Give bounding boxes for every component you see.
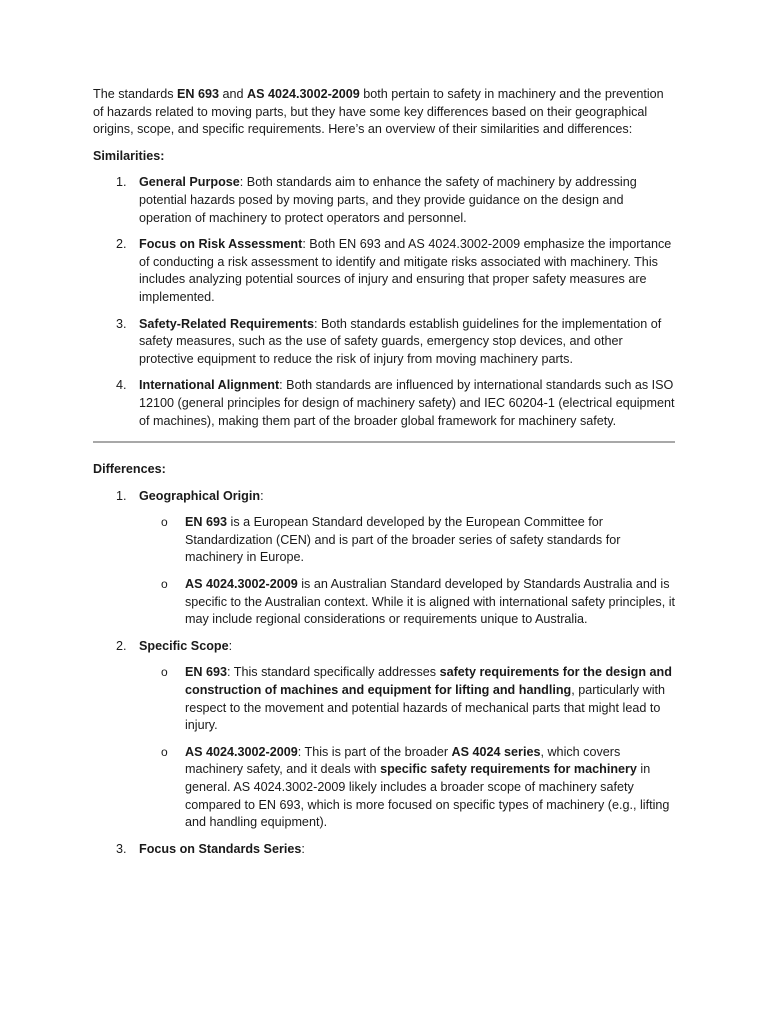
as4024-term: AS 4024.3002-2009 xyxy=(247,87,360,101)
bullet-icon: o xyxy=(161,744,168,759)
list-item: 2. Specific Scope: o EN 693: This standard specifically addresses safety requirements for the design and construction of machines and equipment for lifting and handling, particularly with respect to the movement and potential hazards of mechanical parts that might lead to injury. o AS 4024.3002-2009: This is part of the broader AS 4024 series, which covers machinery safety, and it deals with specific safety requirements for machinery in general. AS 4024.3002-2009 likely includes a broader scope of machinery safety compared to EN 693, which is more focused on specific types of machinery (e.g., lifting and handling equipment). xyxy=(93,638,677,832)
bullet-icon: o xyxy=(161,665,168,680)
sub-list xyxy=(139,514,677,629)
similarities-list xyxy=(93,174,677,430)
bullet-icon: o xyxy=(161,515,168,530)
list-item: 1. General Purpose: Both standards aim to enhance the safety of machinery by addressing potential hazards posed by moving parts, and they provide guidance on the design and operation of machinery to protect operators and personnel. xyxy=(116,175,637,225)
sub-list-item: o AS 4024.3002-2009: This is part of the broader AS 4024 series, which covers machinery safety, and it deals with specific safety requirements for machinery in general. AS 4024.3002-2009 likely includes a broader scope of machinery safety compared to EN 693, which is more focused on specific types of machinery (e.g., lifting and handling equipment). xyxy=(161,744,670,830)
bullet-icon: o xyxy=(161,577,168,592)
sub-list xyxy=(139,664,677,831)
list-item: 3. Focus on Standards Series: xyxy=(116,841,305,856)
differences-list xyxy=(93,488,677,859)
list-item: 3. Safety-Related Requirements: Both standards establish guidelines for the implementation of safety measures, such as the use of safety guards, emergency stop devices, and other protective equipment to reduce the risk of injury from moving machinery parts. xyxy=(116,316,662,366)
section-divider xyxy=(93,441,675,443)
similarities-heading: Similarities: xyxy=(93,148,165,163)
sub-list-item: o EN 693: This standard specifically addresses safety requirements for the design and construction of machines and equipment for lifting and handling, particularly with respect to the movement and potential hazards of mechanical parts that might lead to injury. xyxy=(161,665,672,733)
list-item: 2. Focus on Risk Assessment: Both EN 693 and AS 4024.3002-2009 emphasize the importance of conducting a risk assessment to identify and mitigate risks associated with machinery. This includes analyzing potential sources of injury and ensuring that proper safety measures are implemented. xyxy=(116,237,672,304)
sub-list-item: o AS 4024.3002-2009 is an Australian Standard developed by Standards Australia and is specific to the Australian context. While it is aligned with international safety principles, it may include regional considerations or requirements unique to Australia. xyxy=(161,577,675,627)
document-body xyxy=(93,86,677,867)
sub-list-item: o EN 693 is a European Standard developed by the European Committee for Standardization (CEN) and is part of the broader series of safety standards for machinery in Europe. xyxy=(161,515,621,565)
intro-paragraph: The standards EN 693 and AS 4024.3002-2009 both pertain to safety in machinery and the prevention of hazards related to moving parts, but they have some key differences based on their geographical origins, scope, and specific requirements. Here’s an overview of their similarities and differences: xyxy=(93,87,664,137)
list-item: 4. International Alignment: Both standards are influenced by international standards such as ISO 12100 (general principles for design of machinery safety) and IEC 60204-1 (electrical equipment of machines), making them part of the broader global framework for machinery safety. xyxy=(116,378,675,428)
list-item: 1. Geographical Origin: o EN 693 is a European Standard developed by the European Committee for Standardization (CEN) and is part of the broader series of safety standards for machinery in Europe. o AS 4024.3002-2009 is an Australian Standard developed by Standards Australia and is specific to the Australian context. While it is aligned with international safety principles, it may include regional considerations or requirements unique to Australia. xyxy=(93,488,677,629)
differences-heading: Differences: xyxy=(93,462,166,477)
en693-term: EN 693 xyxy=(177,87,220,101)
